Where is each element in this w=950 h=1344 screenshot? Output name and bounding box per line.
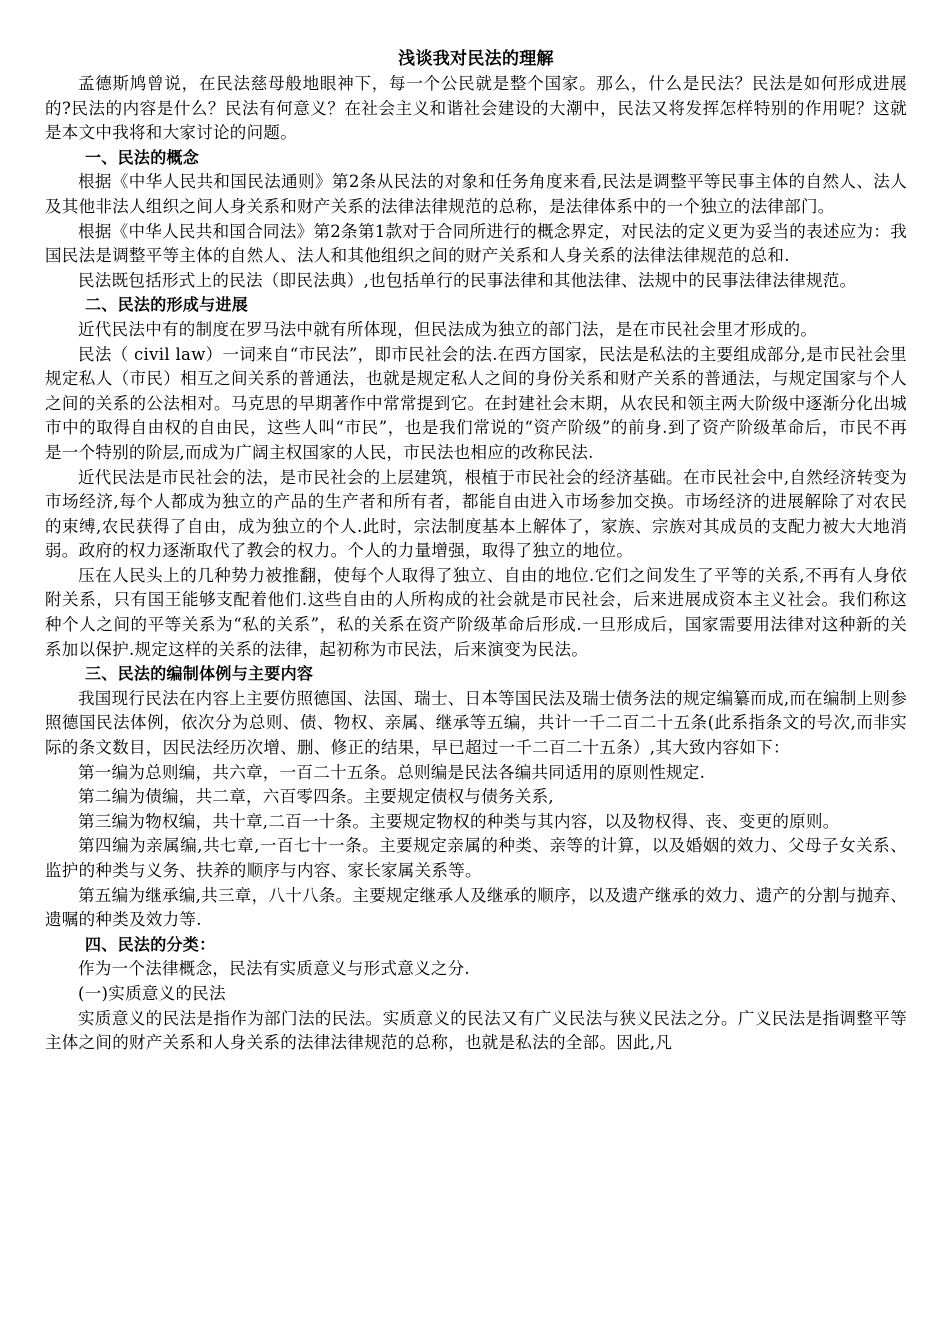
paragraph: 根据《中华人民共和国民法通则》第2条从民法的对象和任务角度来看,民法是调整平等民事主体的自然人、法人及其他非法人组织之间人身关系和财产关系的法律法律规范的总称，是法律体系中的一个独立的法律部门。 xyxy=(45,172,907,216)
list-item: 第四编为亲属编,共七章,一百七十一条。主要规定亲属的种类、亲等的计算，以及婚姻的效力、父母子女关系、监护的种类与义务、扶养的顺序与内容、家长家属关系等。 xyxy=(45,836,907,880)
section-heading-classification: 四、民法的分类： xyxy=(85,934,216,954)
paragraph: 民法（ civil law）一词来自“市民法”，即市民社会的法.在西方国家，民法是私法的主要组成部分,是市民社会里规定私人（市民）相互之间关系的普通法，也就是规定私人之间的身份关系和财产关系的普通法，与规定国家与个人之间的关系的公法相对。马克思的早期著作中常常提到它。在封建社会末期，从农民和领主两大阶级中逐渐分化出城市中的取得自由权的自由民，这些人叫“市民”，也是我们常说的“资产阶级”的前身.到了资产阶级革命后，市民不再是一个特别的阶层,而成为广阔主权国家的人民，市民法也相应的改称民法. xyxy=(45,344,907,462)
document-page xyxy=(45,46,907,1056)
section-heading-structure: 三、民法的编制体例与主要内容 xyxy=(85,664,314,684)
intro-paragraph: 孟德斯鸠曾说，在民法慈母般地眼神下，每一个公民就是整个国家。那么，什么是民法？民法是如何形成进展的?民法的内容是什么？民法有何意义？在社会主义和谐社会建设的大潮中，民法又将发挥怎样特别的作用呢？这就是本文中我将和大家讨论的问题。 xyxy=(45,74,907,143)
paragraph: 民法既包括形式上的民法（即民法典）,也包括单行的民事法律和其他法律、法规中的民事法律法律规范。 xyxy=(78,270,857,290)
document-title: 浅谈我对民法的理解 xyxy=(398,49,554,69)
list-item: 第五编为继承编,共三章，八十八条。主要规定继承人及继承的顺序，以及遗产继承的效力、遗产的分割与抛弃、遗嘱的种类及效力等. xyxy=(45,885,907,930)
paragraph: 近代民法中有的制度在罗马法中就有所体现，但民法成为独立的部门法，是在市民社会里才形成的。 xyxy=(78,319,818,339)
paragraph: 实质意义的民法是指作为部门法的民法。实质意义的民法又有广义民法与狭义民法之分。广义民法是指调整平等主体之间的财产关系和人身关系的法律法律规范的总称，也就是私法的全部。因此,凡 xyxy=(45,1008,907,1053)
paragraph: 作为一个法律概念，民法有实质意义与形式意义之分. xyxy=(78,959,470,979)
section-heading-concept: 一、民法的概念 xyxy=(85,147,200,167)
subheading: (一)实质意义的民法 xyxy=(78,983,226,1003)
paragraph: 近代民法是市民社会的法，是市民社会的上层建筑，根植于市民社会的经济基础。在市民社会中,自然经济转变为市场经济,每个人都成为独立的产品的生产者和所有者，都能自由进入市场参加交换。市场经济的进展解除了对农民的束缚,农民获得了自由，成为独立的个人.此时，宗法制度基本上解体了，家族、宗族对其成员的支配力被大大地消弱。政府的权力逐渐取代了教会的权力。个人的力量增强，取得了独立的地位。 xyxy=(45,467,907,561)
paragraph: 根据《中华人民共和国合同法》第2条第1款对于合同所进行的概念界定，对民法的定义更为妥当的表述应为：我国民法是调整平等主体的自然人、法人和其他组织之间的财产关系和人身关系的法律法律规范的总和. xyxy=(45,221,907,266)
paragraph: 我国现行民法在内容上主要仿照德国、法国、瑞士、日本等国民法及瑞士债务法的规定编纂而成,而在编制上则参照德国民法体例，依次分为总则、债、物权、亲属、继承等五编，共计一千二百二十五条(此系指条文的号次,而非实际的条文数目，因民法经历次增、删、修正的结果，早已超过一千二百二十五条）,其大致内容如下： xyxy=(45,688,907,758)
list-item: 第三编为物权编，共十章,二百一十条。主要规定物权的种类与其内容，以及物权得、丧、变更的原则。 xyxy=(78,811,840,831)
section-heading-formation: 二、民法的形成与进展 xyxy=(85,295,249,315)
list-item: 第二编为债编，共二章，六百零四条。主要规定债权与债务关系, xyxy=(78,787,554,807)
paragraph: 压在人民头上的几种势力被推翻，使每个人取得了独立、自由的地位.它们之间发生了平等的关系,不再有人身依附关系，只有国王能够支配着他们.这些自由的人所构成的社会就是市民社会，后来进展成资本主义社会。我们称这种个人之间的平等关系为“私的关系”，私的关系在资产阶级革命后形成.一旦形成后，国家需要用法律对这种新的关系加以保护.规定这样的关系的法律，起初称为市民法，后来演变为民法。 xyxy=(45,565,907,659)
list-item: 第一编为总则编，共六章，一百二十五条。总则编是民法各编共同适用的原则性规定. xyxy=(78,762,706,782)
